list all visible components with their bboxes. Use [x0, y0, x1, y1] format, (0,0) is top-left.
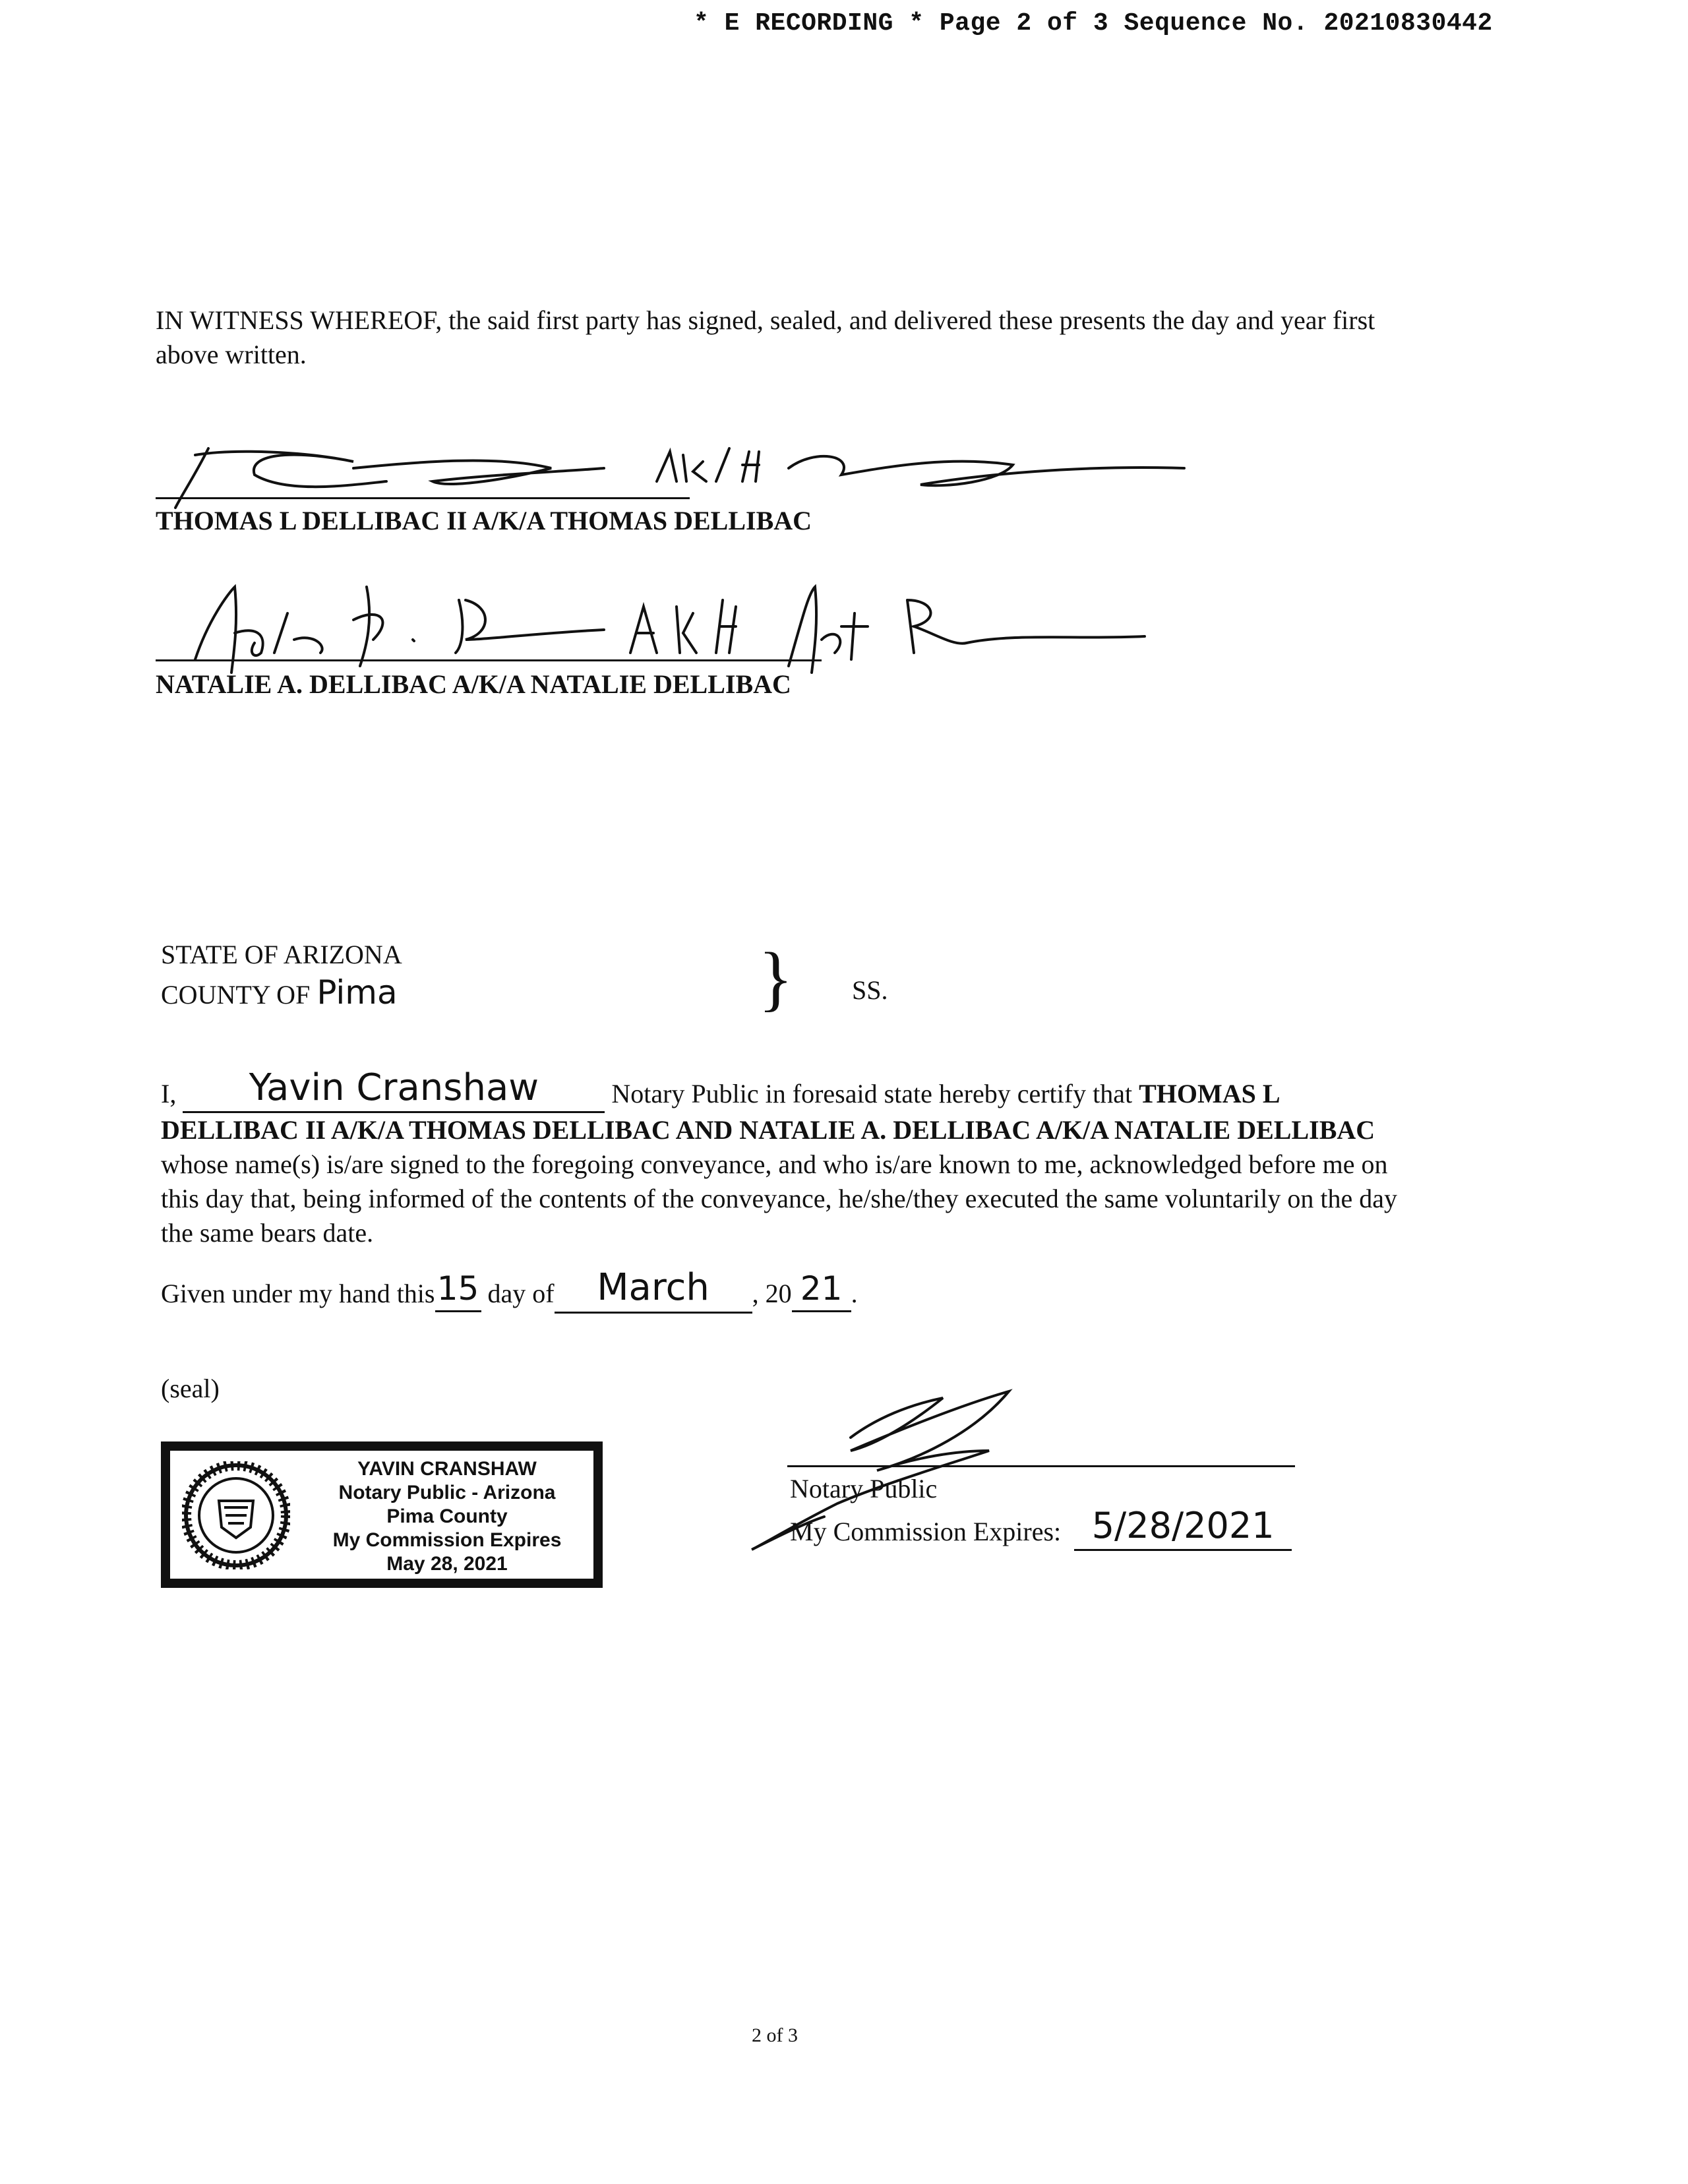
stamp-line-5: May 28, 2021: [386, 1553, 508, 1575]
page-number: 2 of 3: [752, 2024, 798, 2046]
venue-state: STATE OF ARIZONA: [161, 940, 402, 969]
venue-ss: SS.: [852, 975, 888, 1005]
signature-thomas: [156, 435, 1211, 514]
notary-stamp: [161, 1441, 603, 1588]
given-day-of: day of: [487, 1279, 555, 1308]
given-end: .: [851, 1279, 858, 1308]
given-under-hand: [161, 1266, 858, 1314]
given-year-handwritten: 21: [800, 1269, 843, 1308]
signatory-name-thomas: THOMAS L DELLIBAC II A/K/A THOMAS DELLIBAC: [156, 506, 812, 535]
recording-header: * E RECORDING * Page 2 of 3 Sequence No. 20210830442: [694, 9, 1493, 38]
venue-county: [161, 973, 398, 1012]
cert-prefix: I,: [161, 1079, 177, 1108]
given-prefix: Given under my hand this: [161, 1279, 435, 1308]
venue-county-label: COUNTY OF: [161, 980, 311, 1010]
state-seal-icon: [182, 1461, 290, 1569]
given-year-prefix: , 20: [752, 1279, 792, 1308]
stamp-line-3: Pima County: [386, 1505, 508, 1527]
signature-line-thomas: [156, 497, 690, 499]
given-year-blank: [792, 1269, 851, 1312]
commission-expires-label: My Commission Expires:: [790, 1517, 1062, 1546]
commission-expires-handwritten: 5/28/2021: [1091, 1505, 1275, 1546]
given-month-handwritten: March: [597, 1266, 709, 1309]
signature-line-natalie: [156, 659, 822, 661]
venue-brace: }: [758, 938, 793, 1018]
cert-text-2: whose name(s) is/are signed to the foregoing conveyance, and who is/are known to me, acknowledged before me on this day that, being informed of the contents of the conveyance, he/she/they executed the same voluntarily on the day the same bears date.: [161, 1149, 1397, 1248]
commission-expires: [790, 1507, 1292, 1551]
signature-natalie: [156, 580, 1171, 679]
certification-paragraph: [161, 1066, 1401, 1250]
notary-title: Notary Public: [790, 1474, 938, 1503]
notary-name-blank: [183, 1066, 605, 1113]
stamp-line-4: My Commission Expires: [332, 1529, 562, 1551]
cert-bold-names: THOMAS L DELLIBAC II A/K/A THOMAS DELLIBAC AND NATALIE A. DELLIBAC A/K/A NATALIE DELLIBAC: [161, 1079, 1375, 1145]
stamp-line-1: YAVIN CRANSHAW: [357, 1458, 537, 1480]
notary-signature-line: [787, 1465, 1295, 1467]
venue-county-handwritten: Pima: [316, 973, 398, 1012]
signatory-name-natalie: NATALIE A. DELLIBAC A/K/A NATALIE DELLIBAC: [156, 669, 791, 699]
given-day-handwritten: 15: [437, 1269, 479, 1308]
given-month-blank: [555, 1266, 752, 1314]
cert-text-1: Notary Public in foresaid state hereby certify that: [611, 1079, 1133, 1108]
seal-label: (seal): [161, 1374, 220, 1403]
stamp-text: [302, 1457, 592, 1576]
notary-name-handwritten: Yavin Cranshaw: [249, 1066, 539, 1109]
stamp-line-2: Notary Public - Arizona: [338, 1482, 556, 1503]
commission-expires-blank: [1074, 1507, 1292, 1551]
given-day-blank: [435, 1269, 481, 1312]
witness-clause: IN WITNESS WHEREOF, the said first party has signed, sealed, and delivered these presents the day and year first above written.: [156, 305, 1375, 369]
